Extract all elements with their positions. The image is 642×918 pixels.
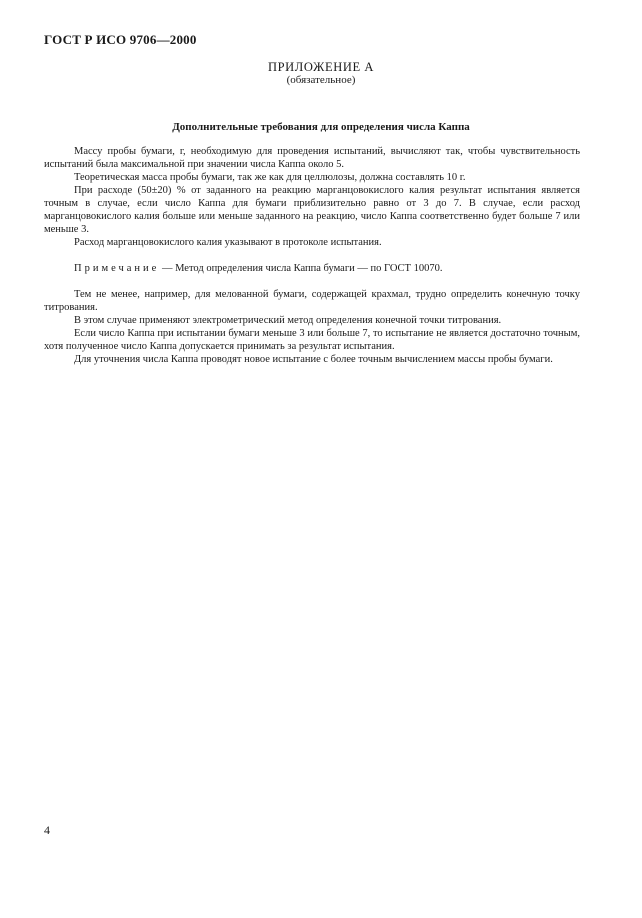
appendix-heading	[0, 61, 642, 87]
paragraph: Для уточнения числа Каппа проводят новое испытание с более точным вычислением массы пробы бумаги.	[74, 354, 553, 365]
appendix-subtitle: (обязательное)	[286, 74, 356, 86]
appendix-title: ПРИЛОЖЕНИЕ А	[267, 60, 375, 74]
paragraph: Теоретическая масса пробы бумаги, так же как для целлюлозы, должна составлять 10 г.	[74, 172, 466, 183]
paragraph: В этом случае применяют электрометрический метод определения конечной точки титрования.	[74, 315, 502, 326]
document-header: ГОСТ Р ИСО 9706—2000	[44, 32, 197, 47]
note	[44, 262, 580, 275]
paragraph: Расход марганцовокислого калия указывают в протоколе испытания.	[74, 237, 382, 248]
paragraph: При расходе (50±20) % от заданного на реакцию марганцовокислого калия результат испытания является точным в случае, если число Каппа для бумаги приблизительно равно от 3 до 7. В случае, если расход марганцовокислого калия больше или меньше заданного на реакцию, число Каппа соответственно будет больше 7 или меньше 3.	[44, 185, 580, 235]
page-number: 4	[44, 823, 50, 837]
paragraph: Если число Каппа при испытании бумаги меньше 3 или больше 7, то испытание не является достаточно точным, хотя полученное число Каппа допускается принимать за результат испытания.	[44, 328, 580, 352]
paragraph: Массу пробы бумаги, г, необходимую для проведения испытаний, вычисляют так, чтобы чувствительность испытаний была максимальной при значении числа Каппа около 5.	[44, 146, 580, 170]
note-label: Примечание	[74, 263, 160, 274]
section-title: Дополнительные требования для определения числа Каппа	[172, 121, 470, 133]
paragraph: Тем не менее, например, для мелованной бумаги, содержащей крахмал, трудно определить конечную точку титрования.	[44, 289, 580, 313]
body-text	[44, 145, 580, 366]
note-text: — Метод определения числа Каппа бумаги — по ГОСТ 10070.	[159, 263, 443, 274]
